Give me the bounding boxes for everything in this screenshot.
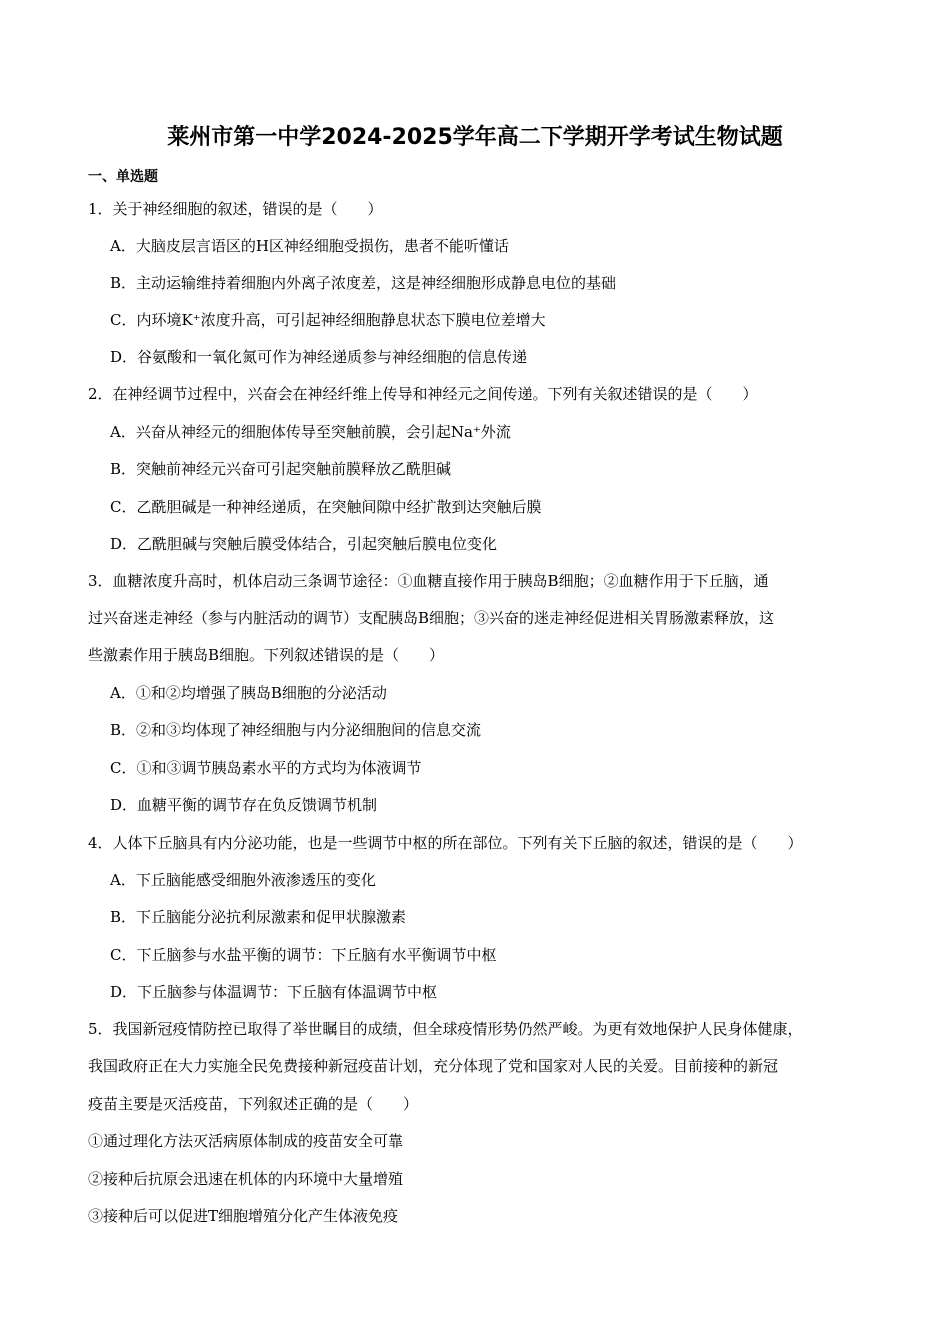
- section-heading: 一、单选题: [88, 169, 158, 185]
- question-1-option-d: D．谷氨酸和一氧化氮可作为神经递质参与神经细胞的信息传递: [110, 348, 528, 366]
- question-3-option-d: D．血糖平衡的调节存在负反馈调节机制: [110, 796, 378, 814]
- question-3-option-b: B．②和③均体现了神经细胞与内分泌细胞间的信息交流: [110, 721, 482, 739]
- question-3-stem-line-1: 3．血糖浓度升高时，机体启动三条调节途径：①血糖直接作用于胰岛B细胞；②血糖作用于下丘脑，通: [88, 572, 769, 590]
- question-5-statement-1: ①通过理化方法灭活病原体制成的疫苗安全可靠: [88, 1132, 404, 1150]
- question-4-option-c: C．下丘脑参与水盐平衡的调节：下丘脑有水平衡调节中枢: [110, 946, 497, 964]
- question-2-option-b: B．突触前神经元兴奋可引起突触前膜释放乙酰胆碱: [110, 460, 452, 478]
- question-1-option-c: C．内环境K⁺浓度升高，可引起神经细胞静息状态下膜电位差增大: [110, 311, 546, 329]
- question-4-option-a: A．下丘脑能感受细胞外液渗透压的变化: [110, 871, 376, 889]
- question-1-option-b: B．主动运输维持着细胞内外离子浓度差，这是神经细胞形成静息电位的基础: [110, 274, 617, 292]
- page-title: 莱州市第一中学2024-2025学年高二下学期开学考试生物试题: [167, 125, 783, 150]
- question-3-stem-line-3: 些激素作用于胰岛B细胞。下列叙述错误的是（ ）: [88, 646, 445, 664]
- question-3-stem-line-2: 过兴奋迷走神经（参与内脏活动的调节）支配胰岛B细胞；③兴奋的迷走神经促进相关胃肠激素释放，这: [88, 609, 775, 627]
- question-2-stem: 2．在神经调节过程中，兴奋会在神经纤维上传导和神经元之间传递。下列有关叙述错误的是（ ）: [88, 385, 758, 403]
- question-5-stem-line-2: 我国政府正在大力实施全民免费接种新冠疫苗计划，充分体现了党和国家对人民的关爱。目前接种的新冠: [88, 1057, 779, 1075]
- question-1-option-a: A．大脑皮层言语区的H区神经细胞受损伤，患者不能听懂话: [110, 237, 509, 255]
- question-1-stem: 1．关于神经细胞的叙述，错误的是（ ）: [88, 200, 383, 218]
- question-3-option-a: A．①和②均增强了胰岛B细胞的分泌活动: [110, 684, 387, 702]
- question-4-option-b: B．下丘脑能分泌抗利尿激素和促甲状腺激素: [110, 908, 407, 926]
- question-5-statement-2: ②接种后抗原会迅速在机体的内环境中大量增殖: [88, 1170, 404, 1188]
- question-5-stem-line-3: 疫苗主要是灭活疫苗，下列叙述正确的是（ ）: [88, 1095, 419, 1113]
- question-4-stem: 4．人体下丘脑具有内分泌功能，也是一些调节中枢的所在部位。下列有关下丘脑的叙述，错误的是（ ）: [88, 834, 803, 852]
- question-2-option-a: A．兴奋从神经元的细胞体传导至突触前膜，会引起Na⁺外流: [110, 423, 511, 441]
- question-5-statement-3: ③接种后可以促进T细胞增殖分化产生体液免疫: [88, 1207, 399, 1225]
- question-5-stem-line-1: 5．我国新冠疫情防控已取得了举世瞩目的成绩，但全球疫情形势仍然严峻。为更有效地保护人民身体健康，: [88, 1020, 803, 1038]
- question-3-option-c: C．①和③调节胰岛素水平的方式均为体液调节: [110, 759, 422, 777]
- question-2-option-c: C．乙酰胆碱是一种神经递质，在突触间隙中经扩散到达突触后膜: [110, 498, 542, 516]
- question-2-option-d: D．乙酰胆碱与突触后膜受体结合，引起突触后膜电位变化: [110, 535, 498, 553]
- question-4-option-d: D．下丘脑参与体温调节：下丘脑有体温调节中枢: [110, 983, 438, 1001]
